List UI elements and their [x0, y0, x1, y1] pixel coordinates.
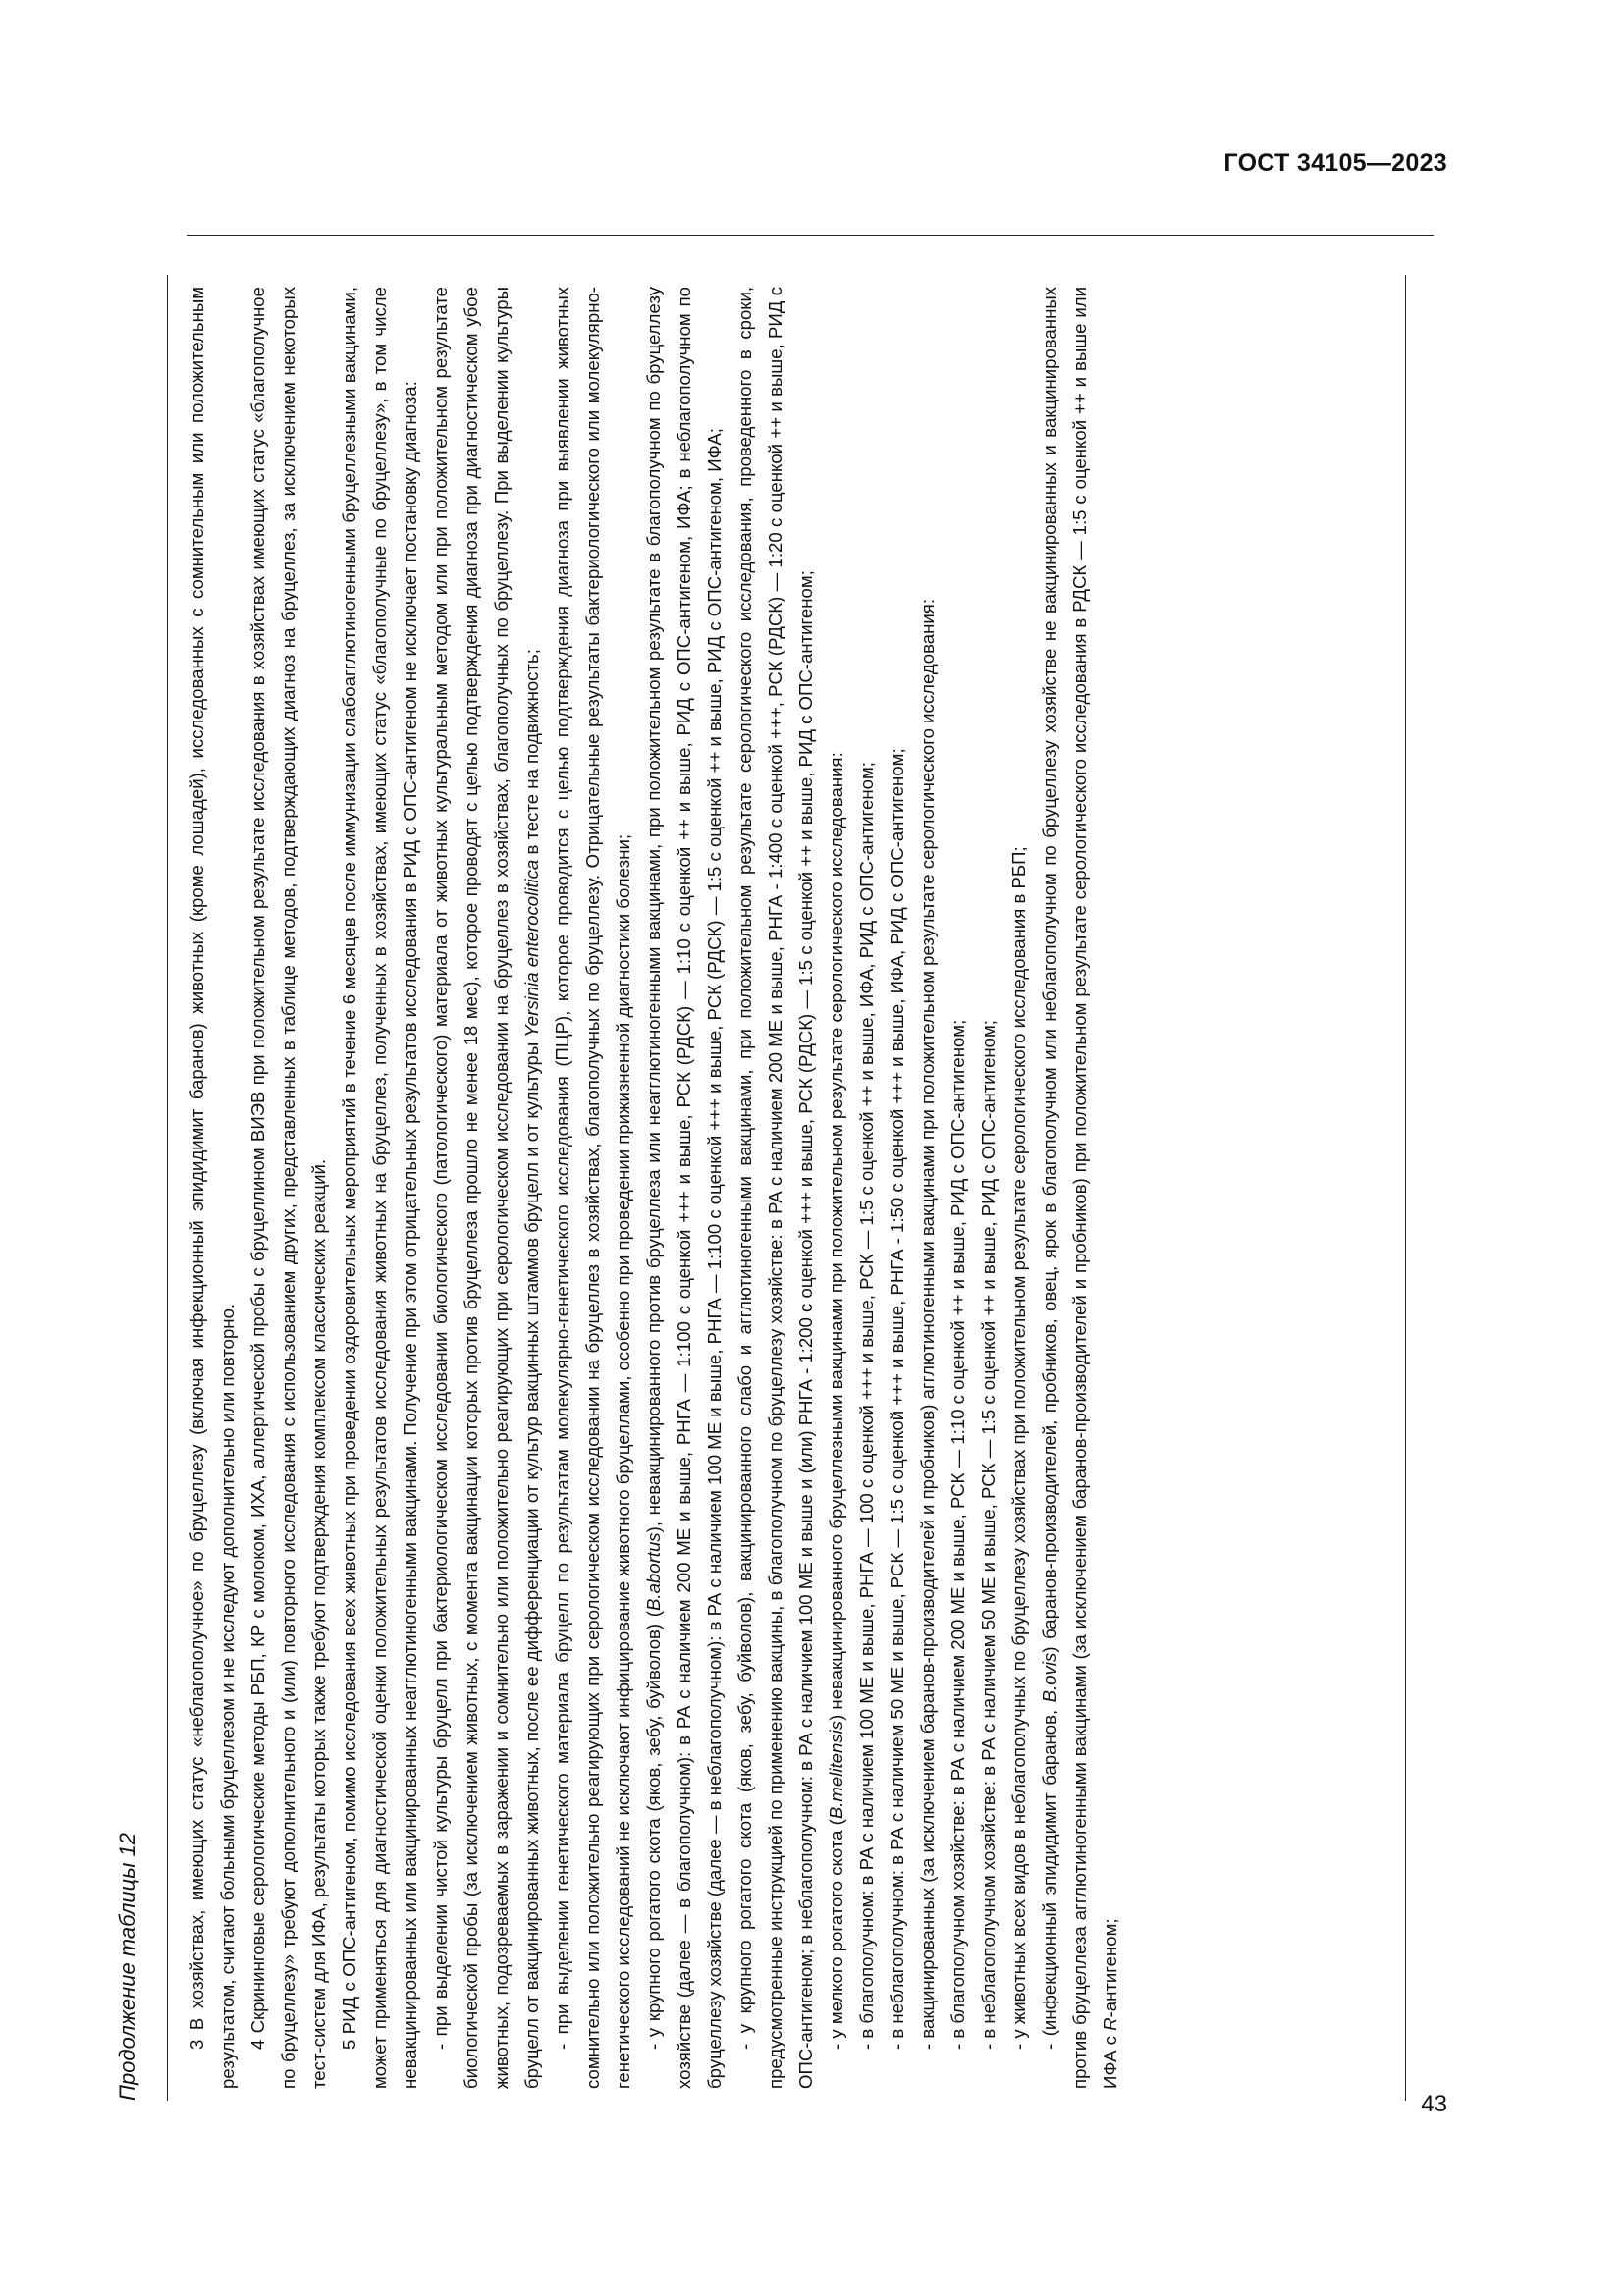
note-3: 3 В хозяйствах, имеющих статус «неблагополучное» по бруцеллезу (включая инфекционный эпидидимит баранов) животных (кроме лошадей), исследованных с сомнительным или положительным результатом, считают больными бруцеллезом и не исследуют дополнительно или повторно.	[187, 287, 238, 2089]
rotated-content	[108, 275, 1409, 2101]
item-text: ), невакцинированного против бруцеллеза или неагглютиногенными вакцинами, при положительном результате в благополучном по бруцеллезу хозяйстве (далее — в благополучном): в РА с наличием 200 МЕ и выше, РНГА — 1:100 с оценкой +++ и выше, РСК (РДСК) — 1:10 с оценкой ++ и выше, РИД с ОПС-антигеном, ИФА; в неблагополучном по бруцеллезу хозяйстве (далее — в неблагополучном): в РА с наличием 100 МЕ и выше, РНГА — 1:100 с оценкой +++ и выше, РСК (РДСК) — 1:5 с оценкой ++ и выше, РИД с ОПС-антигеном, ИФА;	[643, 287, 725, 2089]
note-5: 5 РИД с ОПС-антигеном, помимо исследования всех животных при проведении оздоровительных мероприятий в течение 6 месяцев после иммунизации слабоагглютиногенными бруцеллезными вакцинами, может применяться для диагностической оценки положительных результатов исследования животных на бруцеллез, полученных в хозяйствах, имеющих статус «благополучные по бруцеллезу», в том числе невакцинированных или вакцинированных неагглютиногенными вакцинами. Получение при этом отрицательных результатов исследования в РИД с ОПС-антигеном не исключает постановку диагноза:	[339, 287, 420, 2089]
item-cattle-unvaccinated	[638, 287, 730, 2089]
table-continuation-label: Продолжение таблицы 12	[115, 1833, 139, 2101]
item-text: в тесте на подвижность;	[521, 649, 542, 860]
item-ram-epididymitis	[1034, 287, 1125, 2089]
item-cattle-vaccinated: - у крупного рогатого скота (яков, зебу, буйволов), вакцинированного слабо и агглютиногенными вакцинами, при положительном результате серологического исследования, проведенного в сроки, предусмотренные инструкцией по применению вакцины, в благополучном по бруцеллезу хозяйстве: в РА с наличием 200 МЕ и выше, РНГА - 1:400 с оценкой +++, РСК (РДСК) — 1:20 с оценкой ++ и выше, РИД с ОПС-антигеном; в неблагополучном: в РА с наличием 100 МЕ и выше и (или) РНГА - 1:200 с оценкой +++ и выше, РСК (РДСК) — 1:5 с оценкой ++ и выше, РИД с ОПС-антигеном;	[734, 287, 816, 2089]
antigen-letter: R	[1100, 2017, 1120, 2031]
item-pcr: - при выделении генетического материала бруцелл по результатам молекулярно-генетического исследования (ПЦР), которое проводится с целью подтверждения диагноза при выявлении животных сомнительно или положительно реагирующих при серологическом исследовании на бруцеллез в хозяйствах, благополучных по бруцеллезу. Отрицательные результаты бактериологического или молекулярно-генетического исследований не исключают инфицирование животного бруцеллами, особенно при проведении прижизненной диагностики болезни;	[552, 287, 633, 2089]
sub-item-unfavorable: - в неблагополучном: в РА с наличием 50 МЕ и выше, РСК — 1:5 с оценкой +++ и выше, РНГА - 1:50 с оценкой +++ и выше, ИФА, РИД с ОПС-антигеном;	[887, 748, 907, 2050]
table-cell-frame	[167, 275, 1406, 2101]
table-notes	[182, 287, 1125, 2089]
species-name: B.abortus	[643, 1532, 664, 1611]
item-culture-isolation	[425, 287, 547, 2089]
sub-item-favorable: - в благополучном: в РА с наличием 100 МЕ и выше, РНГА — 100 с оценкой +++ и выше, РСК — 1:5 с оценкой ++ и выше, ИФА, РИД с ОПС-антигеном;	[856, 762, 877, 2050]
species-name: B.melitensis	[826, 1720, 846, 1820]
item-text: - у крупного рогатого скота (яков, зебу, буйволов) (	[643, 1611, 664, 2050]
item-text: ) баранов-производителей, пробников, овец, ярок в благополучном или неблагополучном по бруцеллезу хозяйстве не вакцинированных и вакцинированных против бруцеллеза агглютиногенными вакцинами (за исключением баранов-производителей и пробников) при положительном результате серологического исследования в РДСК — 1:5 с оценкой ++ и выше или ИФА с	[1039, 287, 1120, 2089]
item-text: ) невакцинированного бруцеллезными вакцинами при положительном результате серологического исследования:	[826, 752, 846, 1721]
sub-item-vaccinated-unfavorable: - в неблагополучном хозяйстве: в РА с наличием 50 МЕ и выше, РСК — 1:5 с оценкой ++ и выше, РИД с ОПС-антигеном;	[978, 1020, 999, 2050]
item-text: - (инфекционный эпидидимит баранов,	[1039, 1702, 1059, 2050]
header-rule	[187, 235, 1434, 236]
species-name: Yersinia enterocolitica	[521, 859, 542, 1038]
item-small-ruminants	[821, 287, 851, 2089]
note-4: 4 Скрининговые серологические методы РБП, КР с молоком, ИХА, аллергической пробы с бруцеллином ВИЭВ при положительном результате исследования в хозяйствах имеющих статус «благополучное по бруцеллезу» требуют дополнительного и (или) повторного исследования с использованием других, представленных в таблице методов, подтверждающих диагноз на бруцеллез, за исключением некоторых тест-систем для ИФА, результаты которых также требуют подтверждения комплексом классических реакций.	[247, 287, 329, 2089]
item-all-species: - у животных всех видов в неблагополучных по бруцеллезу хозяйствах при положительном результате серологического исследования в РБП;	[1008, 846, 1029, 2050]
item-text: -антигеном;	[1100, 1918, 1120, 2018]
page-number: 43	[1421, 2091, 1447, 2117]
species-name: B.ovis	[1039, 1652, 1059, 1703]
sub-item-vaccinated: - вакцинированных (за исключением баранов-производителей и пробников) агглютиногенными вакцинами при положительном результате серологического исследования:	[917, 599, 938, 2050]
sub-item-vaccinated-favorable: - в благополучном хозяйстве: в РА с наличием 200 МЕ и выше, РСК — 1:10 с оценкой ++ и выше, РИД с ОПС-антигеном;	[947, 1019, 968, 2050]
document-header: ГОСТ 34105—2023	[1223, 149, 1447, 177]
item-text: - при выделении чистой культуры бруцелл при бактериологическом исследовании биологического (патологического) материала от животных культуральным методом или при положительном результате биологической пробы (за исключением животных, с момента вакцинации которых против бруцеллеза прошло не менее 18 мес), которое проводят с целью подтверждения диагноза при диагностическом убое животных, подозреваемых в заражении и сомнительно или положительно реагирующих при серологическом исследовании на бруцеллез в хозяйствах, благополучных по бруцеллезу. При выделении культуры бруцелл от вакцинированных животных, после ее дифференциации от культур вакцинных штаммов бруцелл и от культуры	[430, 287, 542, 2089]
item-text: - у мелкого рогатого скота (	[826, 1819, 846, 2050]
